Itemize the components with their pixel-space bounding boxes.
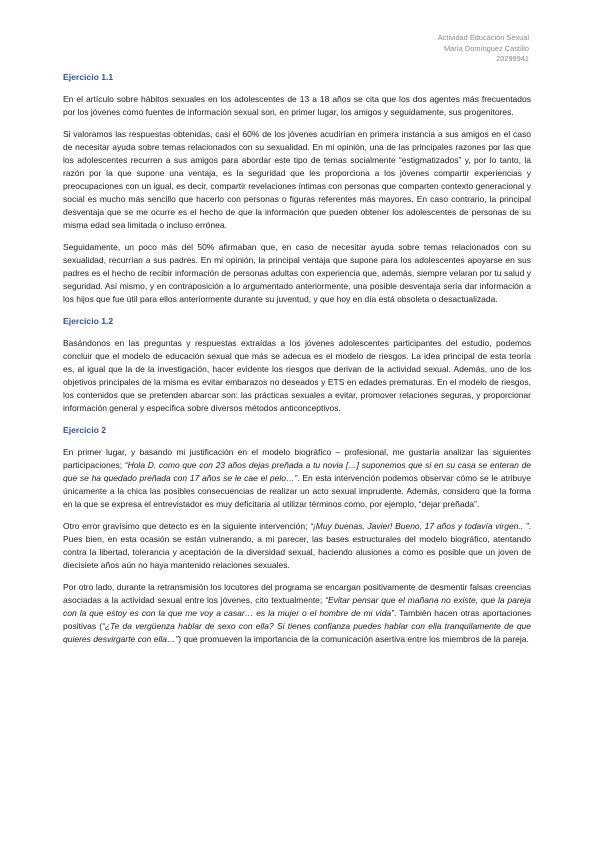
paragraph xyxy=(63,446,531,511)
quote-text: “Hola D, como que con 23 años dejas preñada a tu novia […] suponemos que si en su casa se enteran de que se ha quedado preñada con 17 años se le cae el pelo…” xyxy=(63,460,532,483)
paragraph xyxy=(63,520,531,572)
paragraph: Si valoramos las respuestas obtenidas, casi el 60% de los jóvenes acudirían en primera instancia a sus amigos en el caso de necesitar ayuda sobre temas relacionados con su sexualidad. En mi opinión, una de las principales razones por las que los adolescentes recurren a sus amigos para abordar este tipo de temas socialmente “estigmatizados” y, por lo tanto, la razón por la que supone una ventaja, es la seguridad que les proporciona a los jóvenes compartir experiencias y preocupaciones con un igual, es decir, compartir revelaciones íntimas con personas que comparten contexto generacional y social es mucho más sencillo que hacerlo con personas o figuras referentes más mayores. En caso contrario, la principal desventaja que se me ocurre es el hecho de que la información que pueden obtener los adolescentes de personas de su misma edad sea limitada o incluso errónea. xyxy=(63,129,531,230)
paragraph: Seguidamente, un poco más del 50% afirmaban que, en caso de necesitar ayuda sobre temas relacionados con su sexualidad, recurrían a sus padres. En mi opinión, la principal ventaja que supone para los adolescentes apoyarse en sus padres es el hecho de recibir información de personas adultas con experiencia que, además, siempre velaran por tu salud y seguridad. Así mismo, y en contraposición a lo argumentado anteriormente, una posible desventaja sería dar información a los hijos que fue útil para ellos anteriormente durante su juventud, y que hoy en día está obsoleta o desactualizada. xyxy=(63,242,531,304)
quote-text: “¡Muy buenas, Javier! Bueno, 17 años y todavía virgen.. ” xyxy=(310,521,529,531)
text-run: . También hacen otras aportaciones positivas ( xyxy=(63,608,532,631)
text-run: ) que promueven la importancia de la comunicación asertiva entre los miembros de la pareja. xyxy=(178,634,529,644)
header-course: Actividad Educación Sexual xyxy=(437,33,529,42)
header-student-id: 20299941 xyxy=(496,54,529,63)
text-run: . Pues bien, en esta ocasión se están vulnerando, a mi parecer, las bases estructurales del modelo biográfico, atentando contra la libertad, tolerancia y aceptación de la diversidad sexual, haciendo alusiones a como es posible que un joven de diecisiete años aún no haya mantenido relaciones sexuales. xyxy=(63,521,531,570)
text-run: . En esta intervención podemos observar cómo se le atribuye únicamente a la chica las posibles consecuencias de realizar un acto sexual imprudente. Además, considero que la forma en la que se expresa el entrevistador es muy deficitaria al utilizar términos como, por ejemplo, “dejar preñada”. xyxy=(63,473,531,509)
paragraph: Basándonos en las preguntas y respuestas extraídas a los jóvenes adolescentes participantes del estudio, podemos concluir que el modelo de educación sexual que más se adecua es el modelo de riesgos. La idea principal de esta teoría es, al igual que la de la investigación, hacer evidente los riesgos que derivan de la actividad sexual. Además, uno de los objetivos principales de la misma es evitar embarazos no deseados y ETS en edades prematuras. En el modelo de riesgos, los contenidos que se pretenden abarcar son: las prácticas sexuales a evitar, promover relaciones seguras, y proporcionar información general y específica sobre diversos métodos anticonceptivos. xyxy=(63,338,531,413)
heading-ejercicio-1-2: Ejercicio 1.2 xyxy=(63,316,114,326)
paragraph: En el artículo sobre hábitos sexuales en los adolescentes de 13 a 18 años se cita que los dos agentes más frecuentados por los jóvenes como fuentes de información sexual son, en primer lugar, los amigos y seguidamente, sus progenitores. xyxy=(63,94,531,117)
text-run: En primer lugar, y basando mi justificación en el modelo biográfico – profesional, me gustaría analizar las siguientes participaciones; xyxy=(63,447,531,470)
quote-text: “¿Te da vergüenza hablar de sexo con ella? Si tienes confianza puedes hablar con ella tranquilamente de que quieres desvirgarte con ella…” xyxy=(63,621,531,644)
heading-ejercicio-2: Ejercicio 2 xyxy=(63,425,106,435)
heading-ejercicio-1-1: Ejercicio 1.1 xyxy=(63,72,114,82)
page-header xyxy=(438,33,529,65)
quote-text: “Evitar pensar que el mañana no existe, que la pareja con la que estoy es con la que me voy a casar… es la mujer o el hombre de mi vida” xyxy=(63,595,532,618)
text-run: Por otro lado, durante la retransmisión los locutores del programa se encargan positivamente de desmentir falsas creencias asociadas a la actividad sexual entre los jóvenes, cito textualmente; xyxy=(63,582,531,605)
header-author: María Domínguez Castillo xyxy=(443,43,529,53)
document-body xyxy=(63,71,531,655)
paragraph xyxy=(63,581,531,646)
text-run: Otro error gravísimo que detecto es en la siguiente intervención; xyxy=(63,521,311,531)
